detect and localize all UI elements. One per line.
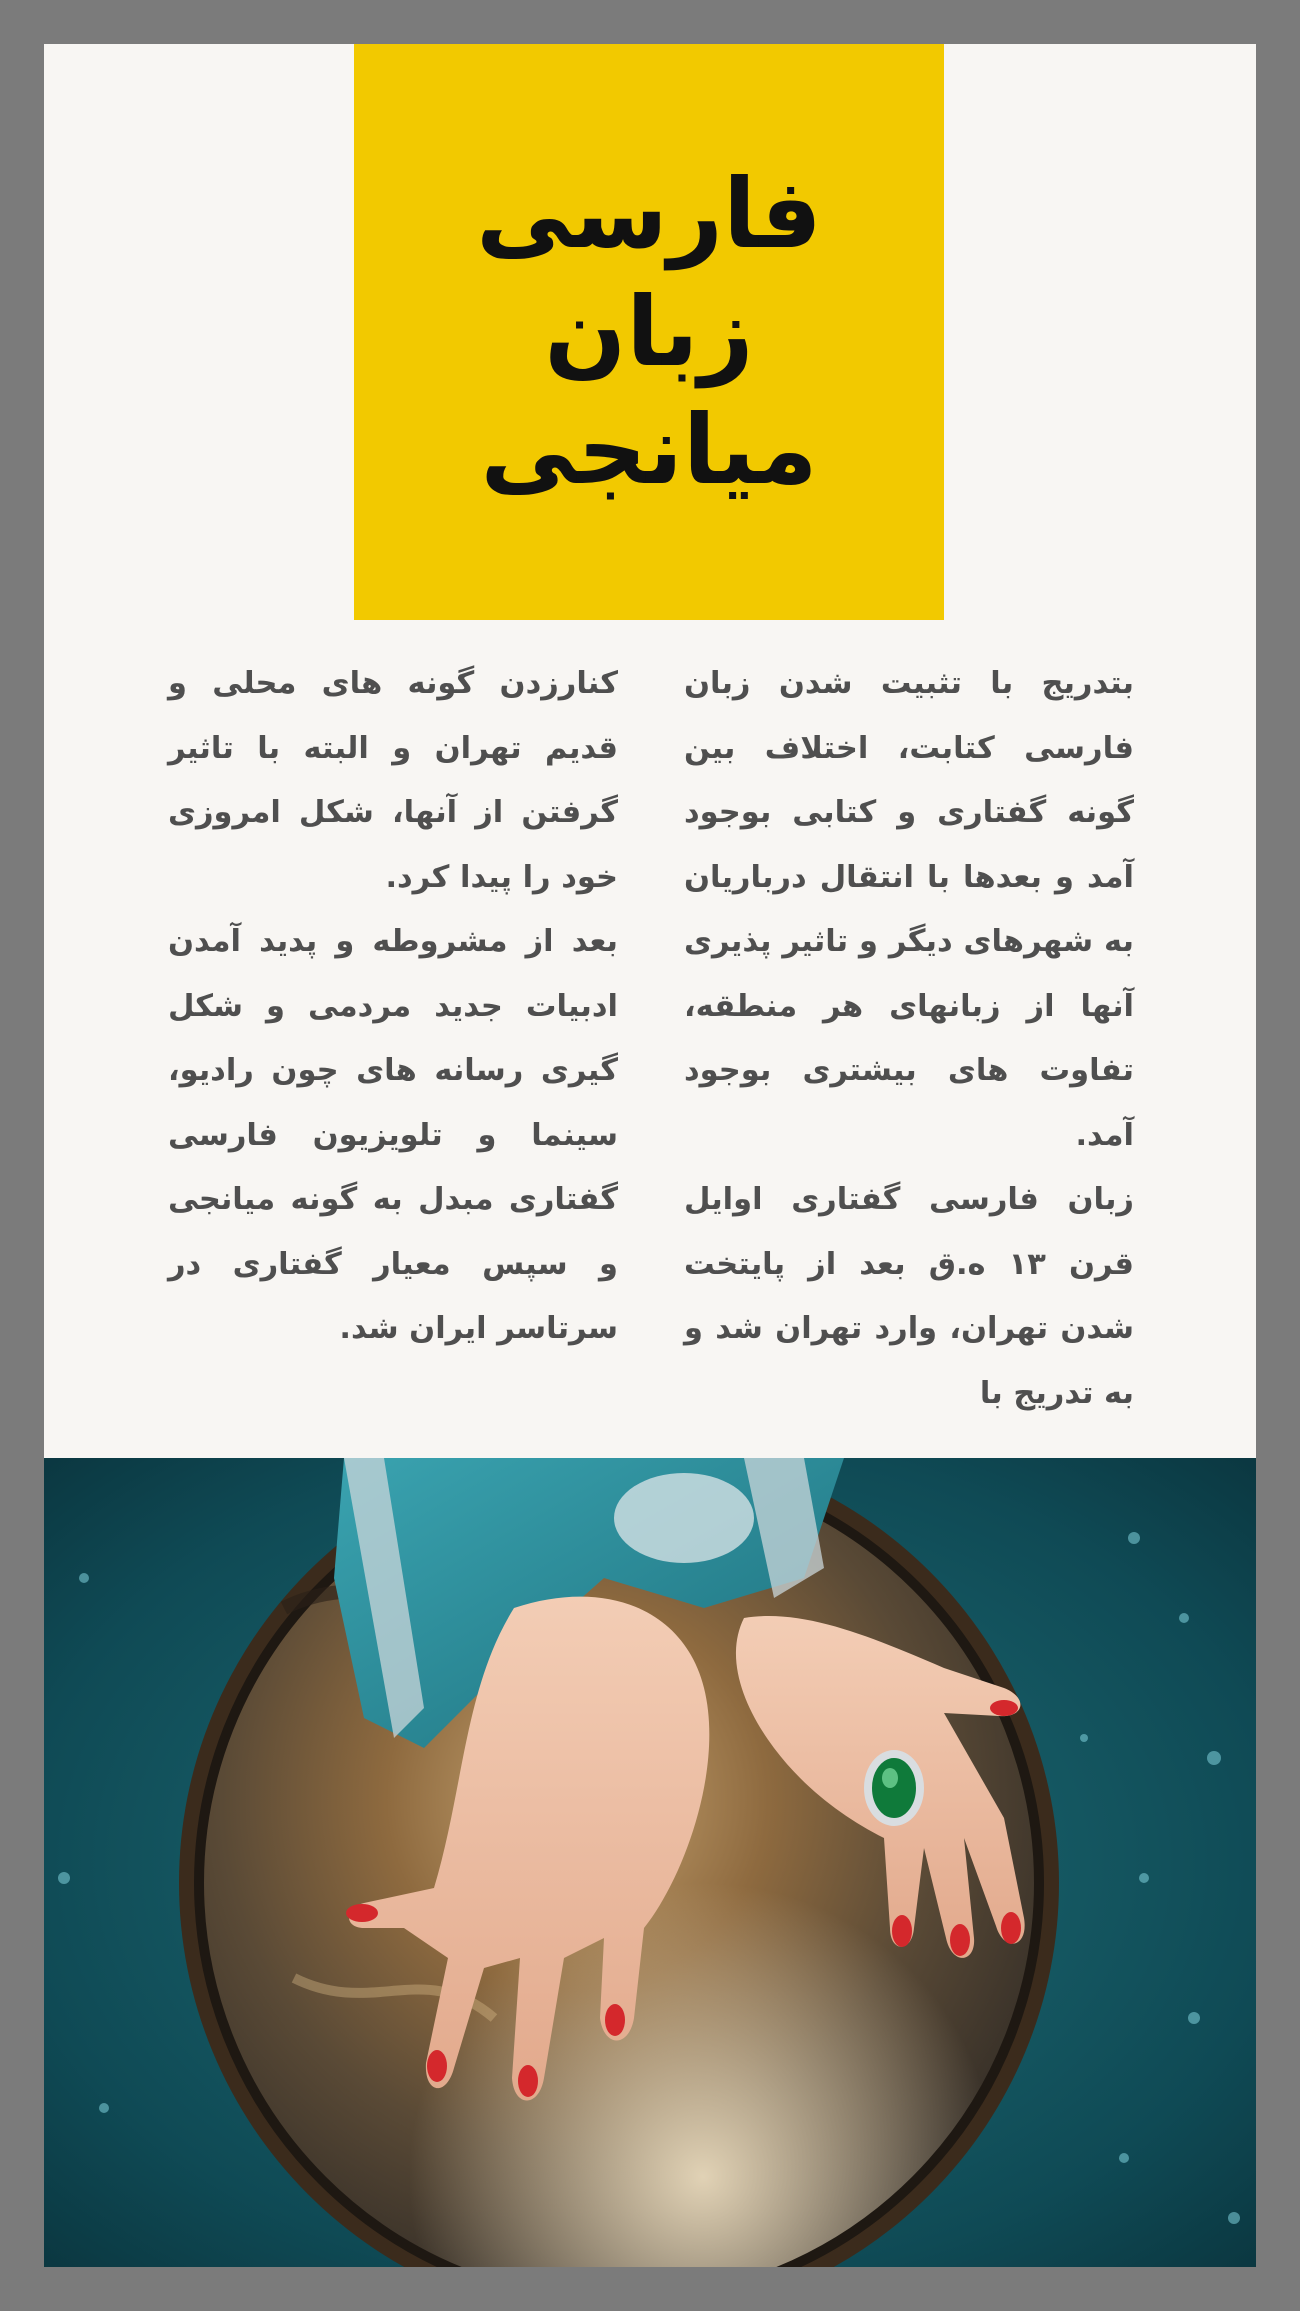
text-column-right <box>684 652 1134 1426</box>
title-line-2: زبان <box>544 276 754 388</box>
paragraph-left-2: بعد از مشروطه و پدید آمدن ادبیات جدید مردمی و شکل گیری رسانه های چون رادیو، سینما و تلویزیون فارسی گفتاری مبدل به گونه میانجی و سپس معیار گفتاری در سرتاسر ایران شد. <box>168 924 618 1346</box>
article-page <box>44 44 1256 2267</box>
photo-illustration <box>44 1458 1256 2267</box>
paragraph-left-1: کنارزدن گونه های محلی و قدیم تهران و البته با تاثیر گرفتن از آنها، شکل امروزی خود را پیدا کرد. <box>168 666 618 895</box>
title-line-3: میانجی <box>480 394 818 506</box>
title-banner <box>354 44 944 620</box>
paragraph-right-1: بتدریج با تثبیت شدن زبان فارسی کتابت، اختلاف بین گونه گفتاری و کتابی بوجود آمد و بعدها با انتقال درباریان به شهرهای دیگر و تاثیر پذیری آنها از زبانهای هر منطقه، تفاوت های بیشتری بوجود آمد. <box>684 666 1134 1153</box>
text-column-left <box>168 652 618 1362</box>
title-line-1: فارسی <box>476 158 822 270</box>
paragraph-right-2: زبان فارسی گفتاری اوایل قرن ۱۳ ه.ق بعد از پایتخت شدن تهران، وارد تهران شد و به تدریج با <box>684 1182 1134 1411</box>
daf-hands-photo <box>44 1458 1256 2267</box>
